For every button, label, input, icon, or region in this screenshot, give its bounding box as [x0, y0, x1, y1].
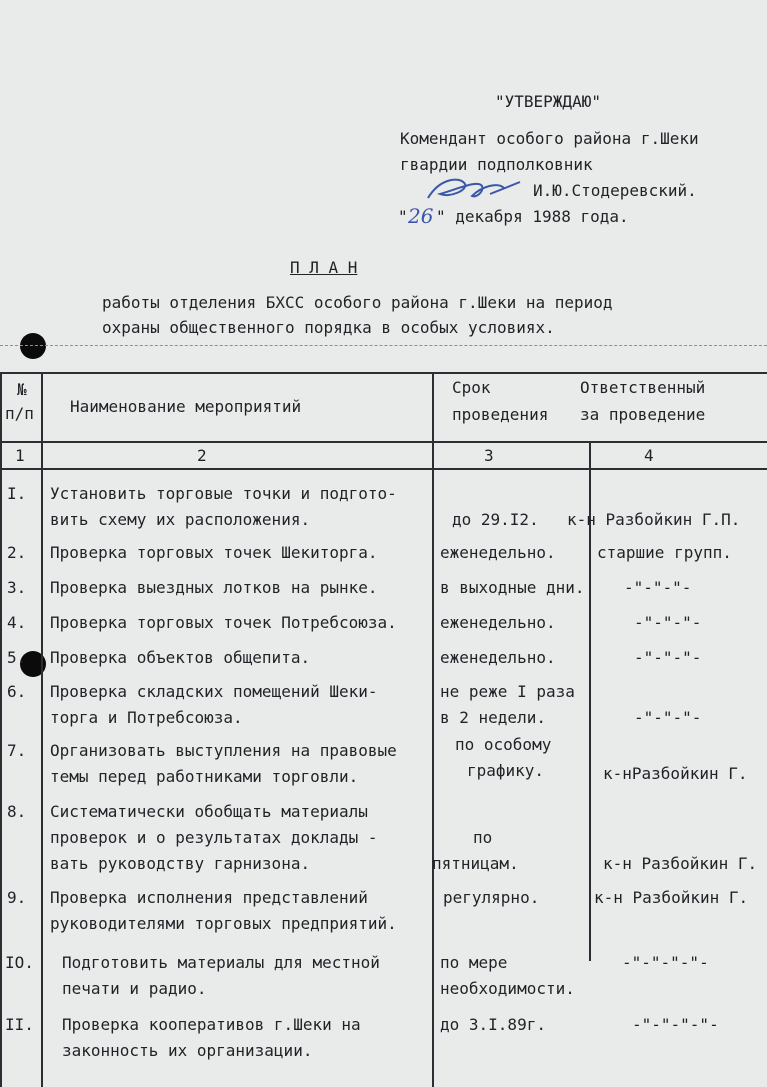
row-name-line: вать руководству гарнизона.	[50, 854, 311, 873]
row-name-line: Проверка складских помещений Шеки-	[50, 682, 378, 701]
row-term-line: еженедельно.	[440, 648, 556, 667]
header-resp: Ответственный	[580, 378, 706, 397]
table-top-border	[0, 372, 767, 374]
table-colnum-border	[0, 468, 767, 470]
row-name-line: Проверка исполнения представлений	[50, 888, 368, 907]
approval-date-rest: " декабря 1988 года.	[436, 207, 629, 226]
header-resp-2: за проведение	[580, 405, 706, 424]
row-resp-line: к-н Разбойкин Г.	[603, 854, 758, 873]
row-name-line: Проверка торговых точек Потребсоюза.	[50, 613, 397, 632]
row-term-line: в 2 недели.	[440, 708, 546, 727]
colnum-2: 2	[197, 446, 207, 465]
fold-line	[0, 345, 767, 346]
row-num: 6.	[7, 682, 27, 701]
row-num: 4.	[7, 613, 27, 632]
row-num: 5.	[7, 648, 27, 667]
row-name-line: руководителями торговых предприятий.	[50, 914, 397, 933]
header-name: Наименование мероприятий	[70, 397, 302, 416]
row-term-line: необходимости.	[440, 979, 575, 998]
row-num: IO.	[5, 953, 34, 972]
row-resp-line: к-н Разбойкин Г.	[594, 888, 749, 907]
row-name-line: Систематически обобщать материалы	[50, 802, 368, 821]
row-term-line: до 3.I.89г.	[440, 1015, 546, 1034]
document-subtitle-line1: работы отделения БХСС особого района г.Шеки на период	[102, 293, 613, 312]
row-resp-line: -"-"-"-	[634, 708, 702, 727]
row-name-line: Проверка выездных лотков на рынке.	[50, 578, 378, 597]
row-name-line: проверок и о результатах доклады -	[50, 828, 378, 847]
row-num: 3.	[7, 578, 27, 597]
row-num: 9.	[7, 888, 27, 907]
row-term-line: еженедельно.	[440, 543, 556, 562]
signature-image	[420, 168, 530, 208]
header-term: Срок	[452, 378, 491, 397]
row-num: 2.	[7, 543, 27, 562]
table-header-border	[0, 441, 767, 443]
row-name-line: Проверка торговых точек Шекиторга.	[50, 543, 378, 562]
document-subtitle-line2: охраны общественного порядка в особых условиях.	[102, 318, 555, 337]
punch-hole-top	[20, 333, 46, 359]
row-num: II.	[5, 1015, 34, 1034]
row-name-line: вить схему их расположения.	[50, 510, 311, 529]
approval-position: Комендант особого района г.Шеки	[400, 129, 699, 148]
row-resp-line: -"-"-"-	[634, 613, 702, 632]
row-term-line: не реже I раза	[440, 682, 575, 701]
colnum-3: 3	[484, 446, 494, 465]
row-name-line: Организовать выступления на правовые	[50, 741, 397, 760]
row-term-line: еженедельно.	[440, 613, 556, 632]
row-num: 8.	[7, 802, 27, 821]
row-resp-line: -"-"-"-	[624, 578, 692, 597]
row-term-line: по особому	[455, 735, 552, 754]
table-col-divider-2	[432, 372, 434, 1087]
row-num: 7.	[7, 741, 27, 760]
header-num-2: п/п	[5, 404, 34, 423]
approval-rank: гвардии подполковник	[400, 155, 593, 174]
header-term-2: проведения	[452, 405, 549, 424]
row-resp-line: -"-"-"-"-	[622, 953, 709, 972]
row-term-line: графику.	[467, 761, 545, 780]
row-name-line: Подготовить материалы для местной	[62, 953, 380, 972]
row-name-line: Установить торговые точки и подгото-	[50, 484, 397, 503]
approver-name: И.Ю.Стодеревский.	[533, 181, 697, 200]
header-num: №	[17, 380, 27, 399]
approval-date-quote: "	[398, 207, 408, 226]
approval-date-day: 26	[408, 204, 434, 228]
row-resp-line: -"-"-"-"-	[632, 1015, 719, 1034]
row-term-line: до 29.I2.	[452, 510, 539, 529]
document-title: П Л А Н	[290, 258, 358, 277]
row-name-line: торга и Потребсоюза.	[50, 708, 243, 727]
row-name-line: печати и радио.	[62, 979, 207, 998]
row-name-line: темы перед работниками торговли.	[50, 767, 359, 786]
row-resp-line: к-н Разбойкин Г.П.	[567, 510, 741, 529]
row-term-line: пятницам.	[432, 854, 519, 873]
row-name-line: Проверка объектов общепита.	[50, 648, 311, 667]
row-resp-line: старшие групп.	[597, 543, 732, 562]
colnum-1: 1	[15, 446, 25, 465]
row-name-line: Проверка кооперативов г.Шеки на	[62, 1015, 361, 1034]
row-term-line: регулярно.	[443, 888, 540, 907]
row-num: I.	[7, 484, 27, 503]
table-left-edge	[0, 372, 2, 1087]
row-term-line: по	[473, 828, 493, 847]
row-name-line: законность их организации.	[62, 1041, 313, 1060]
row-resp-line: -"-"-"-	[634, 648, 702, 667]
table-col-divider-1	[41, 372, 43, 1087]
row-term-line: по мере	[440, 953, 508, 972]
row-term-line: в выходные дни.	[440, 578, 585, 597]
row-resp-line: к-нРазбойкин Г.	[603, 764, 748, 783]
approval-header: "УТВЕРЖДАЮ"	[495, 92, 601, 111]
colnum-4: 4	[644, 446, 654, 465]
